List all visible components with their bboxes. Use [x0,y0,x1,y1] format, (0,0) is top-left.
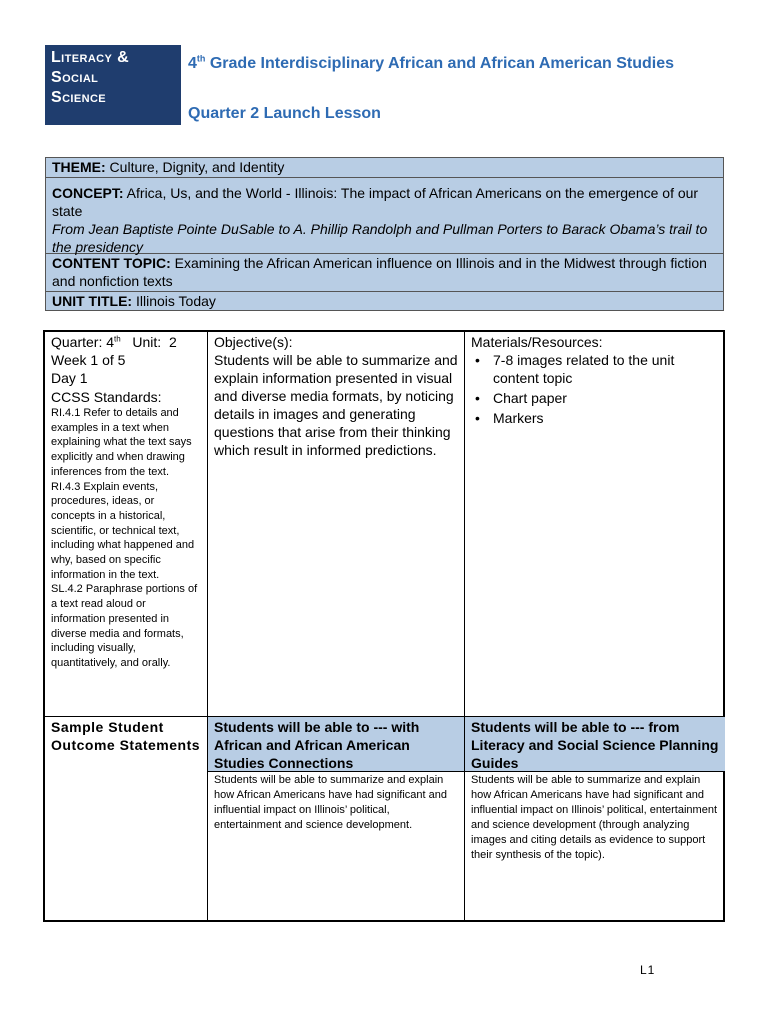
unit-title-value: Illinois Today [132,293,216,309]
bullet-icon: • [475,390,480,406]
unit-label: Unit: 2 [120,334,177,350]
concept-label: CONCEPT: [52,185,124,201]
standard-sl-4-2: SL.4.2 Paraphrase portions of a text read aloud or information presented in diverse media and formats, including visually, quantitatively, and orally. [51,583,198,669]
content-topic-label: CONTENT TOPIC: [52,255,171,271]
ccss-standards-heading: CCSS Standards: [51,389,162,405]
theme-label: THEME: [52,159,106,175]
theme-table [45,157,724,311]
lesson-table [43,330,725,922]
content-topic-value: Examining the African American influence on Illinois and in the Midwest through fiction and nonfiction texts [52,255,707,289]
lesson-info-cell [45,332,208,716]
objectives-cell [208,332,465,716]
materials-heading: Materials/Resources: [471,334,603,350]
bullet-icon: • [475,352,480,368]
outcome-statements-heading-cell [45,716,208,920]
list-item [471,389,719,407]
objectives-text: Students will be able to summarize and explain information presented in visual and diverse media formats, by noticing details in images and generating questions that arise from their thinking which result in informed predictions. [214,352,458,458]
quarter-suffix: th [114,334,121,344]
concept-row [46,178,723,254]
page-number: L1 [640,963,656,977]
logo-line-1: Literacy & [51,49,130,66]
list-item [471,409,719,427]
page-subtitle: Quarter 2 Launch Lesson [188,105,381,122]
material-item: Markers [493,410,544,426]
materials-list [471,351,719,427]
concept-value: Africa, Us, and the World - Illinois: The impact of African Americans on the emergence of our state [52,185,699,219]
material-item: 7-8 images related to the unit content topic [493,352,675,386]
quarter-unit [51,333,201,351]
page-title [188,54,708,74]
standard-ri-4-3: RI.4.3 Explain events, procedures, ideas, or concepts in a historical, scientific, or technical text, including what happened and why, based on specific information in the text. [51,480,195,581]
material-item: Chart paper [493,390,567,406]
materials-cell [465,332,725,716]
concept-subtitle: From Jean Baptiste Pointe DuSable to A. Phillip Randolph and Pullman Porters to Barack Obama’s trail to the presidency [52,221,708,255]
day-label: Day 1 [51,370,88,386]
outcome-statements-heading: Sample Student Outcome Statements [51,719,201,753]
literacy-social-science-logo [45,45,181,125]
aaas-connections-heading: Students will be able to --- with African and African American Studies Connections [208,716,465,772]
list-item [471,351,719,387]
standard-ri-4-1: RI.4.1 Refer to details and examples in a text when explaining what the text says explicitly and when drawing inferences from the text. [51,407,192,478]
planning-guides-heading: Students will be able to --- from Literacy and Social Science Planning Guides [465,716,725,772]
aaas-connections-text: Students will be able to summarize and explain how African Americans have had significant and influential impact on Illinois’ political, entertainment and science development. [208,772,465,920]
content-topic-row [46,254,723,292]
theme-row [46,158,723,178]
title-text: Grade Interdisciplinary African and African American Studies [205,55,674,72]
objectives-heading: Objective(s): [214,334,293,350]
grade-suffix: th [196,53,206,64]
logo-line-3: Science [51,89,107,106]
quarter-label: Quarter: 4 [51,334,115,350]
week-label: Week 1 of 5 [51,352,126,368]
unit-title-label: UNIT TITLE: [52,293,133,309]
unit-title-row [46,292,723,310]
theme-value: Culture, Dignity, and Identity [105,159,285,175]
logo-line-2: Social [51,69,99,86]
bullet-icon: • [475,410,480,426]
planning-guides-text: Students will be able to summarize and explain how African Americans have had significant and influential impact on Illinois’ political, entertainment and science development (through analyzing images and citing details as evidence to support their synthesis of the topic). [471,774,717,861]
grade-number: 4 [188,55,197,72]
